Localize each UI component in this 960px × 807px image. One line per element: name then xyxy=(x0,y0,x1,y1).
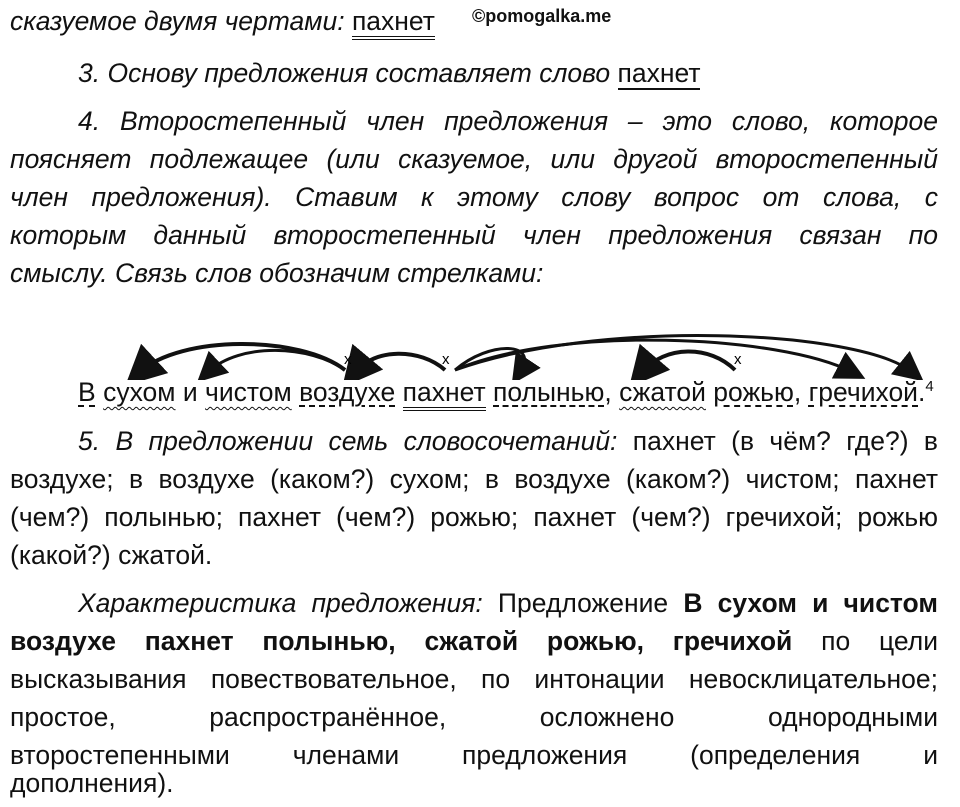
item-4-line-4: которым данный второстепенный член предложения связан по xyxy=(10,220,938,250)
arrow-mark-1: x xyxy=(344,351,352,368)
sentence-word-szhatoi: сжатой xyxy=(619,376,706,407)
line-predicate-note xyxy=(10,4,435,38)
characteristic-line-6: дополнения). xyxy=(10,768,174,798)
item-3-text: 3. Основу предложения составляет слово xyxy=(78,58,611,88)
arrow-rozhyu-szhatoi xyxy=(642,351,735,372)
predicate-note-text: сказуемое двумя чертами: xyxy=(10,6,345,36)
item-5-line-2: воздухе; в воздухе (каком?) сухом; в воздухе (каком?) чистом; пахнет xyxy=(10,464,938,494)
characteristic-line-2-text: по цели xyxy=(792,626,938,656)
sentence-word-grechikhoi: гречихой xyxy=(808,376,918,407)
item-3 xyxy=(78,56,700,90)
sentence-word-vozdukhe: воздухе xyxy=(299,376,396,407)
sentence-word-chistom: чистом xyxy=(205,376,292,407)
predicate-word: пахнет xyxy=(352,6,435,40)
item-5-label: 5. В предложении семь словосочетаний: xyxy=(78,426,618,456)
item-4-line-1: 4. Второстепенный член предложения – это слово, которое xyxy=(78,106,938,136)
sentence-word-pakhnet: пахнет xyxy=(403,377,486,411)
arrow-vozdukhe-sukhom xyxy=(140,344,345,372)
sentence-word-i: и xyxy=(182,376,198,407)
item-5-line-3: (чем?) полынью; пахнет (чем?) рожью; пахнет (чем?) гречихой; рожью xyxy=(10,502,938,532)
characteristic-line-5: второстепенными членами предложения (определения и xyxy=(10,740,938,770)
item-3-word: пахнет xyxy=(617,58,701,88)
item-4-line-2: поясняет подлежащее (или сказуемое, или другой второстепенный xyxy=(10,144,938,174)
characteristic-line-1 xyxy=(78,586,938,620)
characteristic-intro: Предложение xyxy=(482,588,684,618)
characteristic-sentence-part-1: В сухом и чистом xyxy=(683,588,938,618)
arrow-vozdukhe-chistom xyxy=(208,350,345,372)
sentence-comma-2: , xyxy=(793,376,802,407)
item-4-line-3: член предложения). Ставим к этому слову вопрос от слова, с xyxy=(10,182,938,212)
characteristic-line-4: простое, распространённое, осложнено однородными xyxy=(10,702,938,732)
sentence-word-polynyu: полынью xyxy=(493,376,605,407)
sentence-word-rozhyu: рожью xyxy=(713,376,794,407)
sentence-period: . xyxy=(918,376,926,407)
item-5-line-4: (какой?) сжатой. xyxy=(10,540,213,570)
sentence-comma-1: , xyxy=(604,376,612,407)
arrow-mark-3: x xyxy=(734,351,742,368)
characteristic-line-2 xyxy=(10,624,938,658)
arrow-mark-2: x xyxy=(442,351,450,368)
sentence-word-v: В xyxy=(78,376,96,407)
characteristic-label: Характеристика предложения: xyxy=(78,588,483,618)
sentence-word-sukhom: сухом xyxy=(103,376,176,407)
characteristic-line-3: высказывания повествовательное, по интонации невосклицательное; xyxy=(10,664,938,694)
item-4-line-5: смыслу. Связь слов обозначим стрелками: xyxy=(10,258,544,288)
analyzed-sentence xyxy=(78,370,934,409)
footnote-mark: 4 xyxy=(925,378,934,395)
characteristic-sentence-part-2: воздухе пахнет полынью, сжатой рожью, гречихой xyxy=(10,626,793,656)
item-5-line-1-text: пахнет (в чём? где?) в xyxy=(617,426,938,456)
arrow-pakhnet-rozhyu xyxy=(455,340,852,372)
watermark: ©pomogalka.me xyxy=(472,6,612,26)
item-5-line-1 xyxy=(78,424,938,458)
